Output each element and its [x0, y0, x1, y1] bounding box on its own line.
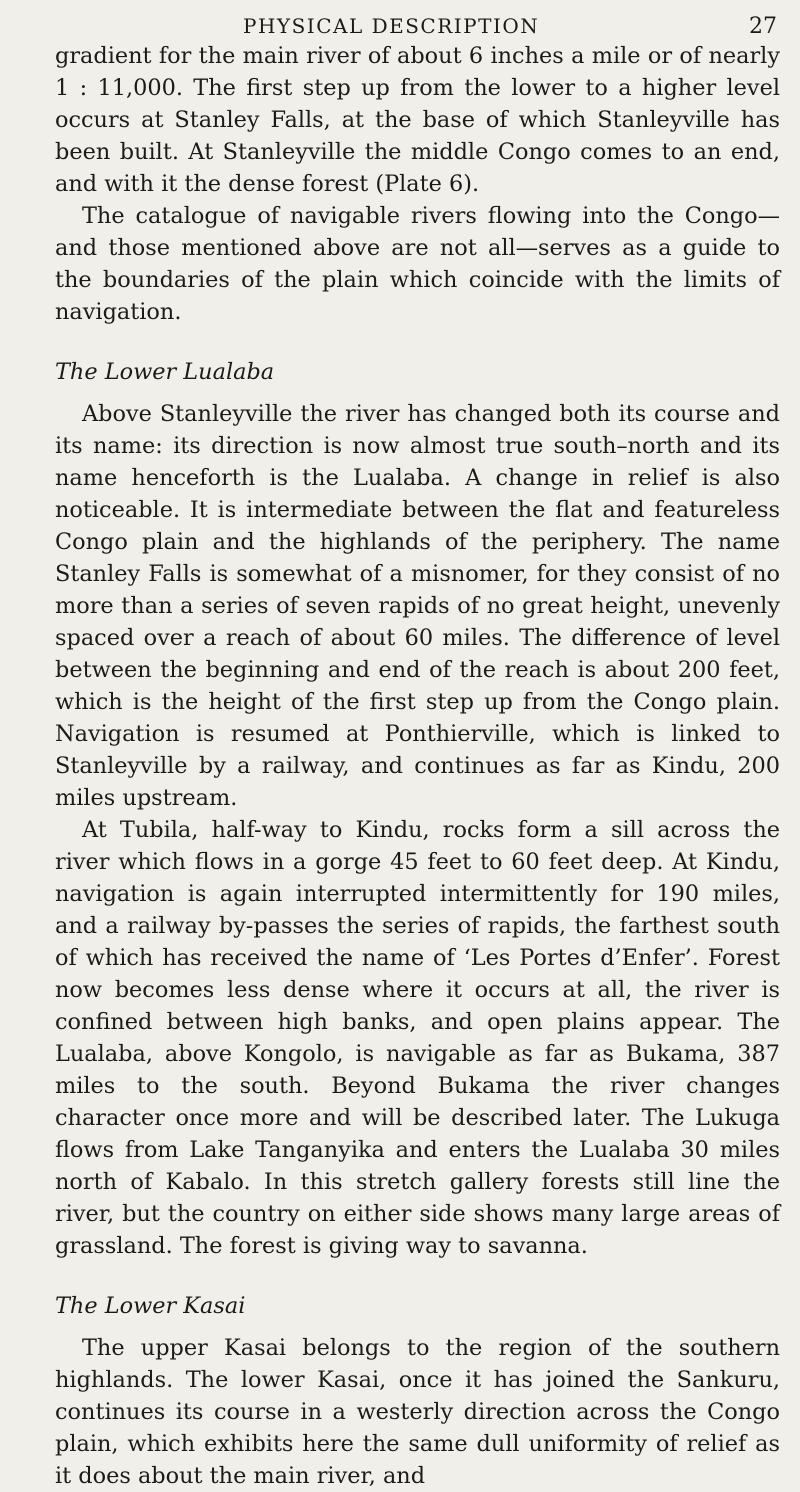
paragraph-lualaba-2: At Tubila, half-way to Kindu, rocks form a sill across the river which flows in a gorge 45 feet to 60 feet deep. At Kindu, navigation is again interrupted intermittently for 190 miles, and a railway by-passes the series of rapids, the farthest south of which has received the name of ‘Les Portes d’Enfer’. Forest now becomes less dense where it occurs at all, the river is confined between high banks, and open plains appear. The Lualaba, above Kongolo, is navigable as far as Bukama, 387 miles to the south. Beyond Bukama the river changes character once more and will be described later. The Lukuga flows from Lake Tanganyika and enters the Lualaba 30 miles north of Kabalo. In this stretch gallery forests still line the river, but the country on either side shows many large areas of grassland. The forest is giving way to savanna.	[55, 817, 780, 1259]
paragraph-lualaba-1: Above Stanleyville the river has changed both its course and its name: its direction is now almost true south–north and its name henceforth is the Lualaba. A change in relief is also noticeable. It is intermediate between the flat and featureless Congo plain and the highlands of the periphery. The name Stanley Falls is somewhat of a misnomer, for they consist of no more than a series of seven rapids of no great height, unevenly spaced over a reach of about 60 miles. The difference of level between the beginning and end of the reach is about 200 feet, which is the height of the first step up from the Congo plain. Navigation is resumed at Ponthierville, which is linked to Stanleyville by a railway, and continues as far as Kindu, 200 miles upstream.	[55, 401, 780, 811]
page-number: 27	[749, 14, 777, 39]
paragraph-kasai: The upper Kasai belongs to the region of the southern highlands. The lower Kasai, once it has joined the Sankuru, continues its course in a westerly direction across the Congo plain, which exhibits here the same dull uniformity of relief as it does about the main river, and	[55, 1335, 780, 1489]
section-heading-lower-kasai: The Lower Kasai	[55, 1293, 246, 1319]
running-head	[55, 0, 780, 40]
paragraph-continued: gradient for the main river of about 6 inches a mile or of nearly 1 : 11,000. The first step up from the lower to a higher level occurs at Stanley Falls, at the base of which Stanleyville has been built. At Stanleyville the middle Congo comes to an end, and with it the dense forest (Plate 6).	[55, 43, 780, 197]
running-title: PHYSICAL DESCRIPTION	[243, 14, 540, 38]
section-heading-lower-lualaba: The Lower Lualaba	[55, 359, 275, 385]
paragraph-catalogue: The catalogue of navigable rivers flowing into the Congo—and those mentioned above are not all—serves as a guide to the boundaries of the plain which coincide with the limits of navigation.	[55, 203, 780, 325]
